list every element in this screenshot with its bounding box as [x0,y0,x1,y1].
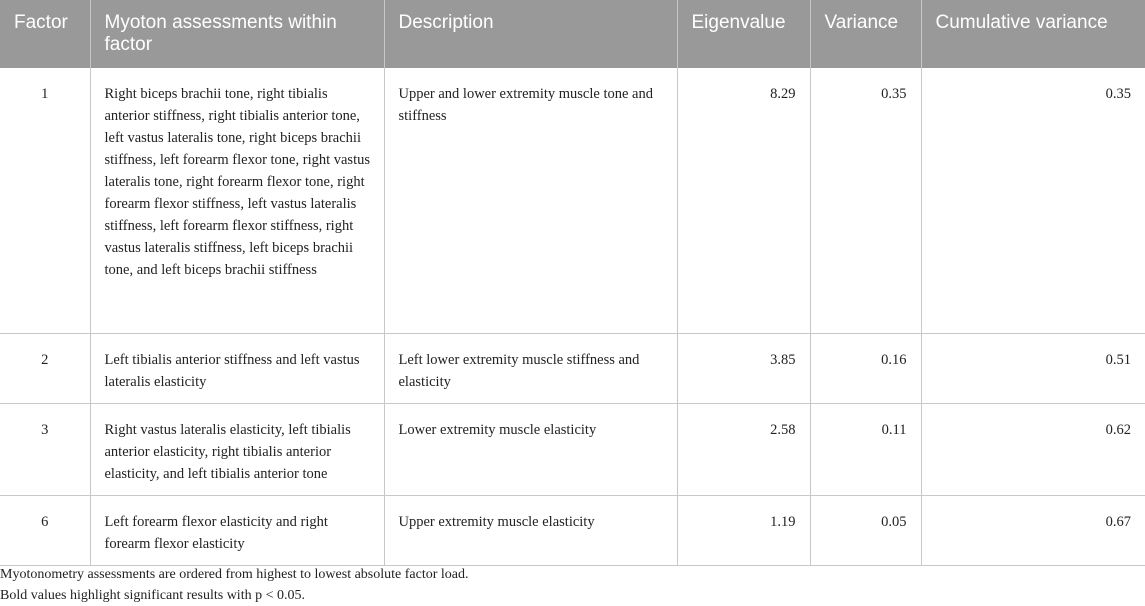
table-row [0,333,1145,403]
cell-cumulative-variance: 0.35 [921,68,1145,333]
cell-description: Left lower extremity muscle stiffness and elasticity [384,333,677,403]
cell-eigenvalue: 1.19 [677,495,810,565]
header-row [0,0,1145,68]
header-factor: Factor [0,0,90,68]
footnote-ordering: Myotonometry assessments are ordered from highest to lowest absolute factor load. [0,567,469,582]
footnote-significance: Bold values highlight significant results with p < 0.05. [0,588,305,603]
cell-eigenvalue: 2.58 [677,403,810,495]
cell-description: Lower extremity muscle elasticity [384,403,677,495]
table-row [0,495,1145,565]
cell-variance: 0.11 [810,403,921,495]
cell-variance: 0.05 [810,495,921,565]
cell-variance: 0.35 [810,68,921,333]
cell-assessments: Left tibialis anterior stiffness and left vastus lateralis elasticity [90,333,384,403]
header-assessments: Myoton assessments within factor [90,0,384,68]
cell-description: Upper extremity muscle elasticity [384,495,677,565]
cell-cumulative-variance: 0.51 [921,333,1145,403]
header-cumulative-variance: Cumulative variance [921,0,1145,68]
cell-variance: 0.16 [810,333,921,403]
cell-cumulative-variance: 0.62 [921,403,1145,495]
header-variance: Variance [810,0,921,68]
table-footnotes [0,564,469,606]
cell-eigenvalue: 3.85 [677,333,810,403]
cell-cumulative-variance: 0.67 [921,495,1145,565]
header-eigenvalue: Eigenvalue [677,0,810,68]
cell-eigenvalue: 8.29 [677,68,810,333]
cell-assessments: Left forearm flexor elasticity and right forearm flexor elasticity [90,495,384,565]
cell-assessments: Right biceps brachii tone, right tibialis anterior stiffness, right tibialis anterior tone, left vastus lateralis tone, right biceps brachii stiffness, left forearm flexor tone, right vastus lateralis tone, right forearm flexor tone, right forearm flexor stiffness, left vastus lateralis stiffness, left forearm flexor stiffness, right vastus lateralis stiffness, left biceps brachii tone, and left biceps brachii stiffness [90,68,384,333]
header-description: Description [384,0,677,68]
cell-assessments: Right vastus lateralis elasticity, left tibialis anterior elasticity, right tibialis anterior elasticity, and left tibialis anterior tone [90,403,384,495]
cell-factor: 3 [0,403,90,495]
table-row [0,68,1145,333]
table-row [0,403,1145,495]
cell-factor: 6 [0,495,90,565]
cell-description: Upper and lower extremity muscle tone and stiffness [384,68,677,333]
cell-factor: 2 [0,333,90,403]
cell-factor: 1 [0,68,90,333]
